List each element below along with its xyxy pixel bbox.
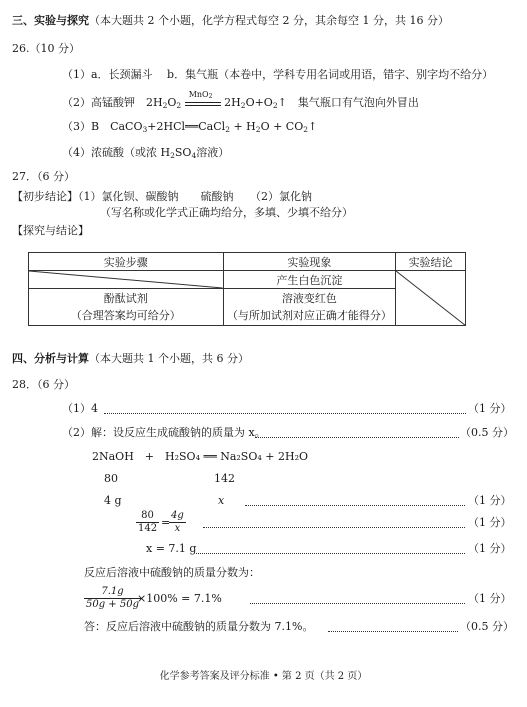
q28-solution: x = 7.1 g (146, 542, 197, 555)
q28-part2: （2）解：设反应生成硫酸钠的质量为 x。 (62, 426, 266, 439)
table-cell (29, 289, 224, 326)
q26-line2-post: 集气瓶口有气泡向外冒出 (297, 96, 419, 109)
q28-mass-left: 80 (104, 472, 118, 485)
q28-part1-score: （1 分） (468, 402, 512, 415)
q27-number: 27．（6 分） (12, 170, 75, 183)
table-cell (223, 289, 396, 326)
q26-number: 26.（10 分） (12, 42, 80, 55)
table-header-row (29, 253, 466, 271)
section3-heading (12, 14, 449, 28)
q28-answer-score: （0.5 分） (460, 620, 514, 633)
table-header: 实验现象 (223, 253, 396, 271)
q28-given-left: 4 g (104, 494, 122, 507)
q28-number: 28．（6 分） (12, 378, 75, 391)
q28-part2-score: （0.5 分） (460, 426, 514, 439)
section4-title: 四、分析与计算 (12, 352, 89, 365)
q28-frac-tail: ×100% = 7.1% (137, 592, 222, 605)
section4-heading (12, 352, 249, 366)
q28-equation: 2NaOH + H₂SO₄ ══ Na₂SO₄ + 2H₂O (92, 450, 308, 463)
page-footer: 化学参考答案及评分标准 • 第 2 页（共 2 页） (159, 671, 368, 682)
table-row (29, 271, 466, 289)
q27-explore-heading: 【探究与结论】 (12, 224, 89, 237)
table-cell-empty (396, 271, 466, 326)
ratio-num-left: 80 (136, 510, 159, 523)
q28-ratio-left (136, 510, 159, 535)
q26-catalyst: MnO (188, 90, 209, 99)
table-step: 酚酞试剂 (103, 292, 148, 305)
section4-note: （本大题共 1 个小题，共 6 分） (89, 352, 249, 365)
q26-line3-pre: （3）B CaCO (62, 120, 143, 133)
q28-solution-score: （1 分） (468, 542, 512, 555)
section3-title: 三、实验与探究 (12, 14, 89, 27)
frac-den: 50g + 50g (86, 599, 139, 610)
q28-fraction-label: 反应后溶液中硫酸钠的质量分数为： (84, 566, 260, 579)
table-phenomenon-note: （与所加试剂对应正确才能得分） (226, 309, 392, 322)
q28-mass-right: 142 (214, 472, 235, 485)
table-header: 实验步骤 (29, 253, 224, 271)
results-table (28, 252, 466, 326)
q27-conclusion: 【初步结论】（1）氯化钡、碳酸钠 硫酸钠 （2）氯化钠 (12, 190, 312, 203)
q28-ratio-right (169, 510, 186, 535)
ratio-den-right: x (174, 523, 181, 534)
q28-frac-score: （1 分） (468, 592, 512, 605)
q28-answer: 答：反应后溶液中硫酸钠的质量分数为 7.1%。 (84, 620, 314, 633)
ratio-num-right: 4g (171, 510, 184, 521)
q26-line4-post: 溶液） (196, 146, 230, 159)
table-step-note: （合理答案均可给分） (70, 309, 181, 322)
table-phenomenon: 溶液变红色 (281, 292, 337, 305)
table-cell: 产生白色沉淀 (223, 271, 396, 289)
q26-line3: （3）B CaCO$_3$+2HCl══CaCl$_2$ + $H_2O$ + $CO_2↑$ (62, 120, 318, 134)
q28-given-right: x (218, 494, 225, 507)
q28-percent-fraction (84, 586, 141, 611)
section3-note: （本大题共 2 个小题，化学方程式每空 2 分，其余每空 1 分，共 16 分） (89, 14, 449, 27)
q26-line1: （1）a．长颈漏斗 b．集气瓶（本卷中，学科专用名词或用语，错字、别字均不给分） (62, 68, 494, 81)
q26-line2-pre: （2）高锰酸钾 2H (62, 96, 163, 109)
table-cell-empty (29, 271, 224, 289)
q28-given-score: （1 分） (468, 494, 512, 507)
q27-conclusion-note: （写名称或化学式正确均给分，多填、少填不给分） (100, 206, 353, 219)
q28-part1: （1）4 (62, 402, 98, 415)
q26-line4-pre: （4）浓硫酸（或浓 H (62, 146, 171, 159)
table-header: 实验结论 (396, 253, 466, 271)
frac-num: 7.1g (84, 586, 141, 599)
ratio-den-left: 142 (138, 523, 158, 534)
q26-line4: （4）浓硫酸（或浓 $H_2SO_4$溶液） (62, 146, 230, 160)
q26-catalyst-arrow: MnO2 (185, 97, 221, 109)
q26-line2: （2）高锰酸钾 $2H_2O_2$ MnO2 $2H_2O+O_2↑$ 集气瓶口有气泡向外冒出 (62, 90, 419, 110)
q28-ratio-score: （1 分） (468, 516, 512, 529)
